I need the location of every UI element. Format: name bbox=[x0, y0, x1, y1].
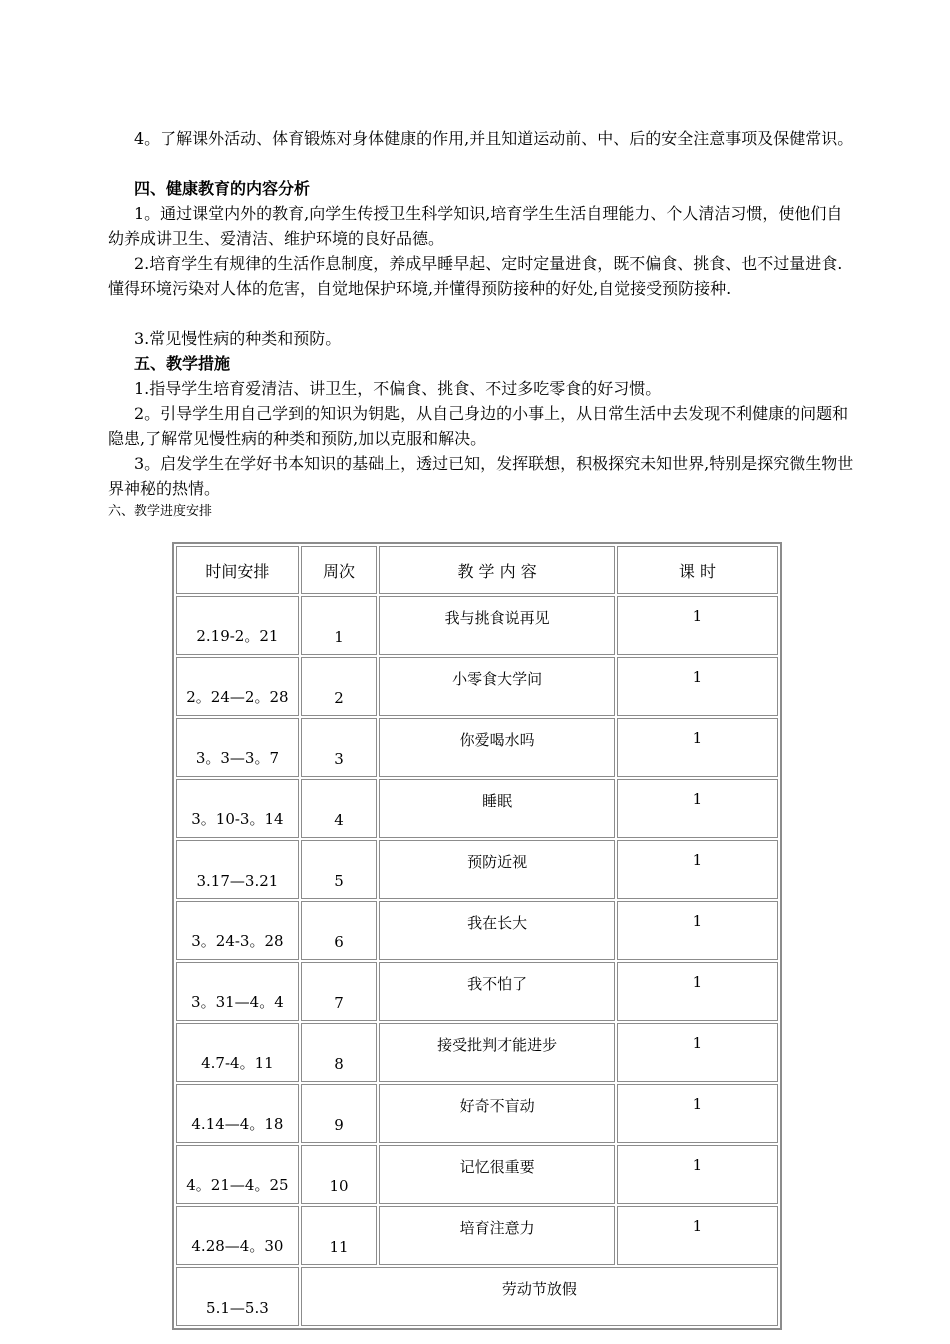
paragraph-content-3: 3.常见慢性病的种类和预防。 bbox=[134, 329, 342, 348]
header-hours: 课 时 bbox=[617, 546, 778, 594]
paragraph-content-1: 1。通过课堂内外的教育,向学生传授卫生科学知识,培育学生生活自理能力、个人清洁习惯，使他们自幼养成讲卫生、爱清洁、维护环境的良好品德。 bbox=[108, 204, 843, 248]
cell-date: 3。10-3。14 bbox=[176, 779, 299, 838]
cell-date: 5.1—5.3 bbox=[176, 1267, 299, 1326]
cell-week: 8 bbox=[301, 1023, 378, 1082]
cell-content: 记忆很重要 bbox=[379, 1145, 615, 1204]
paragraph-measure-1: 1.指导学生培育爱清洁、讲卫生，不偏食、挑食、不过多吃零食的好习惯。 bbox=[134, 379, 662, 398]
table-row bbox=[176, 962, 778, 1021]
cell-week: 11 bbox=[301, 1206, 378, 1265]
cell-hours: 1 bbox=[617, 596, 778, 655]
table-row bbox=[176, 1145, 778, 1204]
cell-date: 4.7-4。11 bbox=[176, 1023, 299, 1082]
cell-hours: 1 bbox=[617, 962, 778, 1021]
paragraph-item-4: 4。了解课外活动、体育锻炼对身体健康的作用,并且知道运动前、中、后的安全注意事项及保健常识。 bbox=[134, 129, 854, 148]
section-heading-5: 五、教学措施 bbox=[134, 354, 231, 373]
cell-content: 预防近视 bbox=[379, 840, 615, 899]
section-heading-6: 六、教学进度安排 bbox=[108, 504, 213, 519]
cell-content: 好奇不盲动 bbox=[379, 1084, 615, 1143]
cell-week: 7 bbox=[301, 962, 378, 1021]
cell-holiday-content: 劳动节放假 bbox=[301, 1267, 778, 1326]
cell-week: 5 bbox=[301, 840, 378, 899]
cell-content: 培育注意力 bbox=[379, 1206, 615, 1265]
cell-content: 接受批判才能进步 bbox=[379, 1023, 615, 1082]
cell-hours: 1 bbox=[617, 779, 778, 838]
cell-week: 9 bbox=[301, 1084, 378, 1143]
cell-date: 3.17—3.21 bbox=[176, 840, 299, 899]
header-week: 周次 bbox=[301, 546, 378, 594]
table-row bbox=[176, 718, 778, 777]
table-row-holiday bbox=[176, 1267, 778, 1326]
cell-week: 10 bbox=[301, 1145, 378, 1204]
cell-hours: 1 bbox=[617, 657, 778, 716]
schedule-table-body bbox=[176, 546, 778, 1326]
paragraph-measure-3: 3。启发学生在学好书本知识的基础上，透过已知，发挥联想，积极探究未知世界,特别是探究微生物世界神秘的热情。 bbox=[108, 454, 854, 498]
cell-hours: 1 bbox=[617, 1084, 778, 1143]
cell-content: 你爱喝水吗 bbox=[379, 718, 615, 777]
cell-content: 睡眠 bbox=[379, 779, 615, 838]
table-row bbox=[176, 1023, 778, 1082]
cell-week: 6 bbox=[301, 901, 378, 960]
table-row bbox=[176, 596, 778, 655]
cell-week: 3 bbox=[301, 718, 378, 777]
header-content: 教 学 内 容 bbox=[379, 546, 615, 594]
cell-week: 2 bbox=[301, 657, 378, 716]
cell-hours: 1 bbox=[617, 840, 778, 899]
cell-date: 4.28—4。30 bbox=[176, 1206, 299, 1265]
table-row bbox=[176, 1206, 778, 1265]
cell-date: 3。24-3。28 bbox=[176, 901, 299, 960]
cell-date: 2。24—2。28 bbox=[176, 657, 299, 716]
cell-content: 我在长大 bbox=[379, 901, 615, 960]
cell-week: 1 bbox=[301, 596, 378, 655]
table-row bbox=[176, 779, 778, 838]
table-row bbox=[176, 840, 778, 899]
cell-content: 我与挑食说再见 bbox=[379, 596, 615, 655]
cell-date: 4。21—4。25 bbox=[176, 1145, 299, 1204]
section-heading-4: 四、健康教育的内容分析 bbox=[134, 179, 311, 198]
table-header-row bbox=[176, 546, 778, 594]
cell-hours: 1 bbox=[617, 1206, 778, 1265]
cell-week: 4 bbox=[301, 779, 378, 838]
cell-hours: 1 bbox=[617, 901, 778, 960]
cell-hours: 1 bbox=[617, 1145, 778, 1204]
cell-hours: 1 bbox=[617, 718, 778, 777]
paragraph-content-2: 2.培育学生有规律的生活作息制度，养成早睡早起、定时定量进食，既不偏食、挑食、也不过量进食.懂得环境污染对人体的危害，自觉地保护环境,并懂得预防接种的好处,自觉接受预防接种. bbox=[108, 254, 843, 298]
paragraph-measure-2: 2。引导学生用自己学到的知识为钥匙，从自己身边的小事上，从日常生活中去发现不利健康的问题和隐患,了解常见慢性病的种类和预防,加以克服和解决。 bbox=[108, 404, 849, 448]
cell-date: 3。31—4。4 bbox=[176, 962, 299, 1021]
cell-date: 4.14—4。18 bbox=[176, 1084, 299, 1143]
cell-hours: 1 bbox=[617, 1023, 778, 1082]
cell-date: 3。3—3。7 bbox=[176, 718, 299, 777]
schedule-table bbox=[172, 542, 782, 1330]
cell-date: 2.19-2。21 bbox=[176, 596, 299, 655]
table-row bbox=[176, 657, 778, 716]
cell-content: 我不怕了 bbox=[379, 962, 615, 1021]
cell-content: 小零食大学问 bbox=[379, 657, 615, 716]
table-row bbox=[176, 901, 778, 960]
header-time: 时间安排 bbox=[176, 546, 299, 594]
table-row bbox=[176, 1084, 778, 1143]
